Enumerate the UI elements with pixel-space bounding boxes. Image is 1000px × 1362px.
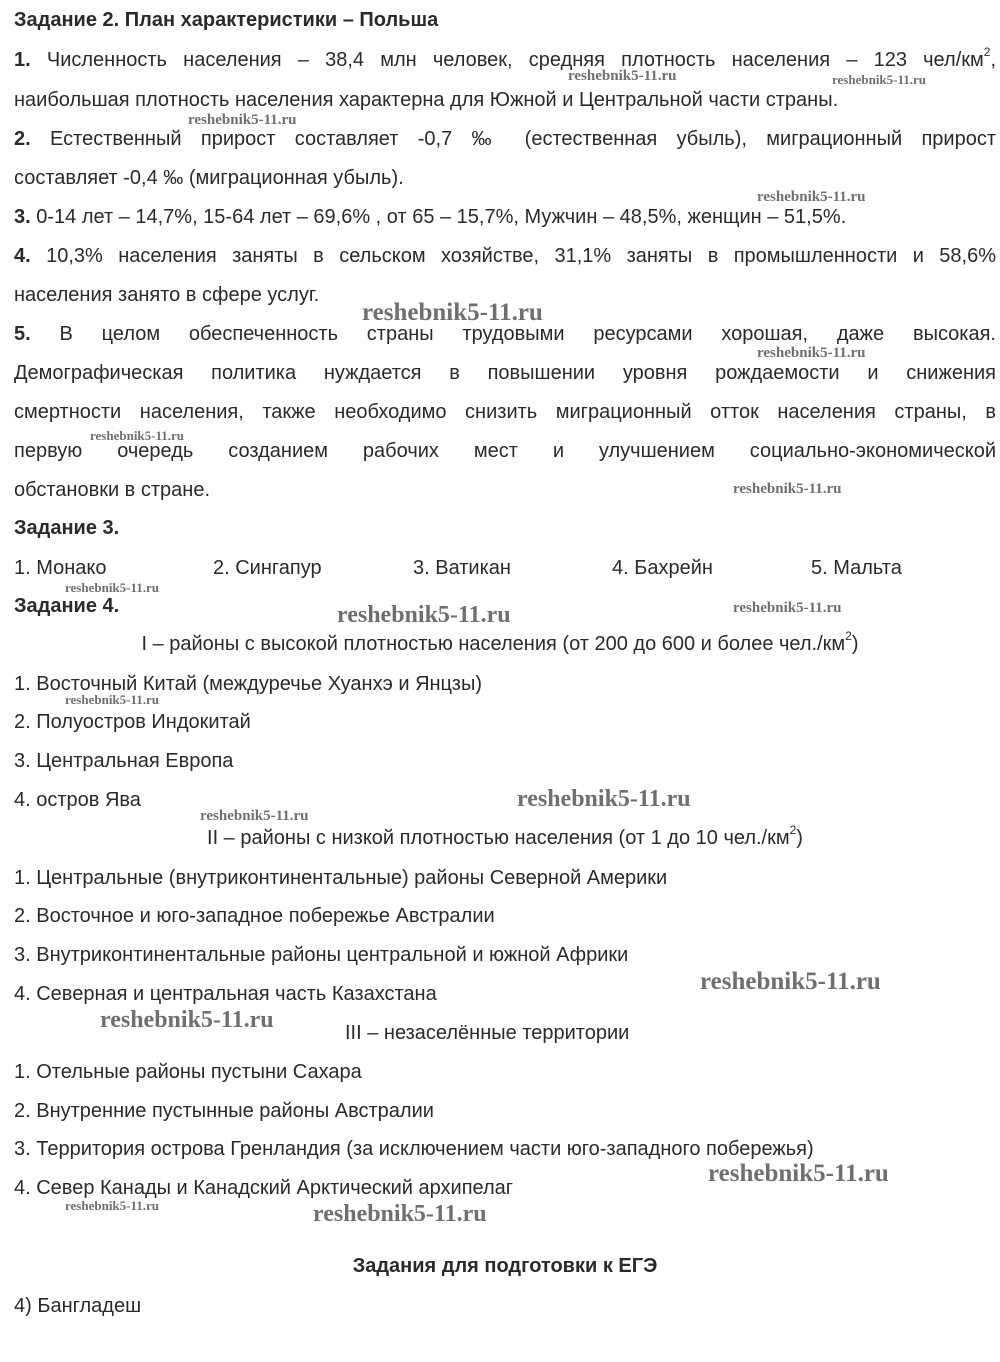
task4-group1-item: 4. остров Ява: [14, 789, 141, 811]
task2-p4-line1: [14, 244, 996, 268]
task2-p5-line5: обстановки в стране.: [14, 479, 210, 501]
watermark: reshebnik5-11.ru: [708, 1160, 889, 1187]
task2-p1-tail: ,: [990, 49, 996, 71]
task2-p5-number: 5.: [14, 323, 31, 345]
task3-item-2: 2. Сингапур: [213, 557, 322, 579]
watermark: reshebnik5-11.ru: [65, 692, 160, 707]
task4-group3-title: III – незаселённые территории: [345, 1022, 630, 1044]
task2-p2-line1: [14, 127, 996, 151]
task4-group2-title: [0, 823, 1000, 850]
task2-p5-text: В целом обеспеченность страны трудовыми ресурсами хорошая, даже высокая.: [59, 323, 996, 345]
ege-answer: 4) Бангладеш: [14, 1295, 142, 1317]
task2-p3-line1: [14, 205, 846, 229]
task4-group2-item: 4. Северная и центральная часть Казахстана: [14, 983, 437, 1005]
task4-group2-item: 2. Восточное и юго-западное побережье Австралии: [14, 905, 495, 927]
watermark: reshebnik5-11.ru: [100, 1007, 274, 1033]
watermark: reshebnik5-11.ru: [90, 428, 185, 443]
task4-group1-item: 1. Восточный Китай (междуречье Хуанхэ и Янцзы): [14, 673, 482, 695]
task4-group1-item: 3. Центральная Европа: [14, 750, 234, 772]
task2-p5-line3: смертности населения, также необходимо снизить миграционный отток населения страны, в: [14, 401, 996, 423]
watermark: reshebnik5-11.ru: [65, 1198, 160, 1213]
task4-group2-item: 1. Центральные (внутриконтинентальные) районы Северной Америки: [14, 867, 668, 889]
task4-group1-sup: 2: [845, 629, 852, 644]
task2-p4-text: 10,3% населения заняты в сельском хозяйстве, 31,1% заняты в промышленности и 58,6%: [46, 245, 996, 267]
task4-group1-title: [0, 629, 1000, 656]
task2-p1-text: Численность населения – 38,4 млн человек, средняя плотность населения – 123 чел/км: [46, 49, 984, 71]
task4-group2-title-tail: ): [796, 827, 803, 849]
task2-p1-sup: 2: [983, 45, 991, 60]
task2-p5-line1: [14, 322, 996, 346]
watermark: reshebnik5-11.ru: [832, 72, 927, 87]
task4-group3-item: 3. Территория острова Гренландия (за исключением части юго-западного побережья): [14, 1138, 814, 1160]
task2-p3-text: 0-14 лет – 14,7%, 15-64 лет – 69,6% , от 65 – 15,7%, Мужчин – 48,5%, женщин – 51,5%.: [36, 206, 847, 228]
task2-p5-line4: первую очередь созданием рабочих мест и улучшением социально-экономической: [14, 440, 996, 462]
task2-p2-number: 2.: [14, 128, 31, 150]
task2-p2-line2: составляет -0,4 ‰ (миграционная убыль).: [14, 167, 404, 189]
watermark: reshebnik5-11.ru: [200, 808, 309, 824]
watermark: reshebnik5-11.ru: [733, 600, 842, 616]
task2-heading: Задание 2. План характеристики – Польша: [14, 9, 439, 31]
task4-group2-item: 3. Внутриконтинентальные районы центральной и южной Африки: [14, 944, 629, 966]
watermark: reshebnik5-11.ru: [757, 345, 866, 361]
task2-p2-text: Естественный прирост составляет -0,7 ‰ (естественная убыль), миграционный прирост: [50, 128, 996, 150]
watermark: reshebnik5-11.ru: [188, 112, 297, 128]
watermark: reshebnik5-11.ru: [757, 189, 866, 205]
task3-item-4: 4. Бахрейн: [612, 557, 713, 579]
watermark: reshebnik5-11.ru: [65, 580, 160, 595]
task2-p4-line2: населения занято в сфере услуг.: [14, 284, 320, 306]
watermark: reshebnik5-11.ru: [568, 68, 677, 84]
ege-heading: Задания для подготовки к ЕГЭ: [352, 1255, 658, 1277]
task4-group3-item: 1. Отельные районы пустыни Сахара: [14, 1061, 362, 1083]
task2-p1-line1: [14, 45, 996, 72]
task2-p4-number: 4.: [14, 245, 31, 267]
task3-heading: Задание 3.: [14, 517, 120, 539]
watermark: reshebnik5-11.ru: [700, 968, 881, 995]
task4-heading: Задание 4.: [14, 595, 120, 617]
task4-group2-title-text: II – районы с низкой плотностью населения (от 1 до 10 чел./км: [207, 827, 790, 849]
task4-group2-sup: 2: [789, 823, 797, 838]
task3-item-3: 3. Ватикан: [413, 557, 511, 579]
task4-group3-item: 4. Север Канады и Канадский Арктический архипелаг: [14, 1177, 514, 1199]
task2-p1-line2: наибольшая плотность населения характерна для Южной и Центральной части страны.: [14, 89, 839, 111]
watermark: reshebnik5-11.ru: [362, 299, 543, 326]
task3-item-5: 5. Мальта: [811, 557, 902, 579]
watermark: reshebnik5-11.ru: [313, 1201, 487, 1227]
task2-p1-number: 1.: [14, 49, 31, 71]
watermark: reshebnik5-11.ru: [337, 602, 511, 628]
task2-p5-line2: Демографическая политика нуждается в повышении уровня рождаемости и снижения: [14, 362, 996, 384]
task3-item-1: 1. Монако: [14, 557, 107, 579]
task4-group1-item: 2. Полуостров Индокитай: [14, 711, 251, 733]
task4-group1-title-text: I – районы с высокой плотностью населения (от 200 до 600 и более чел./км: [141, 633, 846, 655]
watermark: reshebnik5-11.ru: [733, 481, 842, 497]
task4-group1-title-tail: ): [851, 633, 859, 655]
task2-p3-number: 3.: [14, 206, 31, 228]
watermark: reshebnik5-11.ru: [517, 786, 691, 812]
task4-group3-item: 2. Внутренние пустынные районы Австралии: [14, 1100, 434, 1122]
